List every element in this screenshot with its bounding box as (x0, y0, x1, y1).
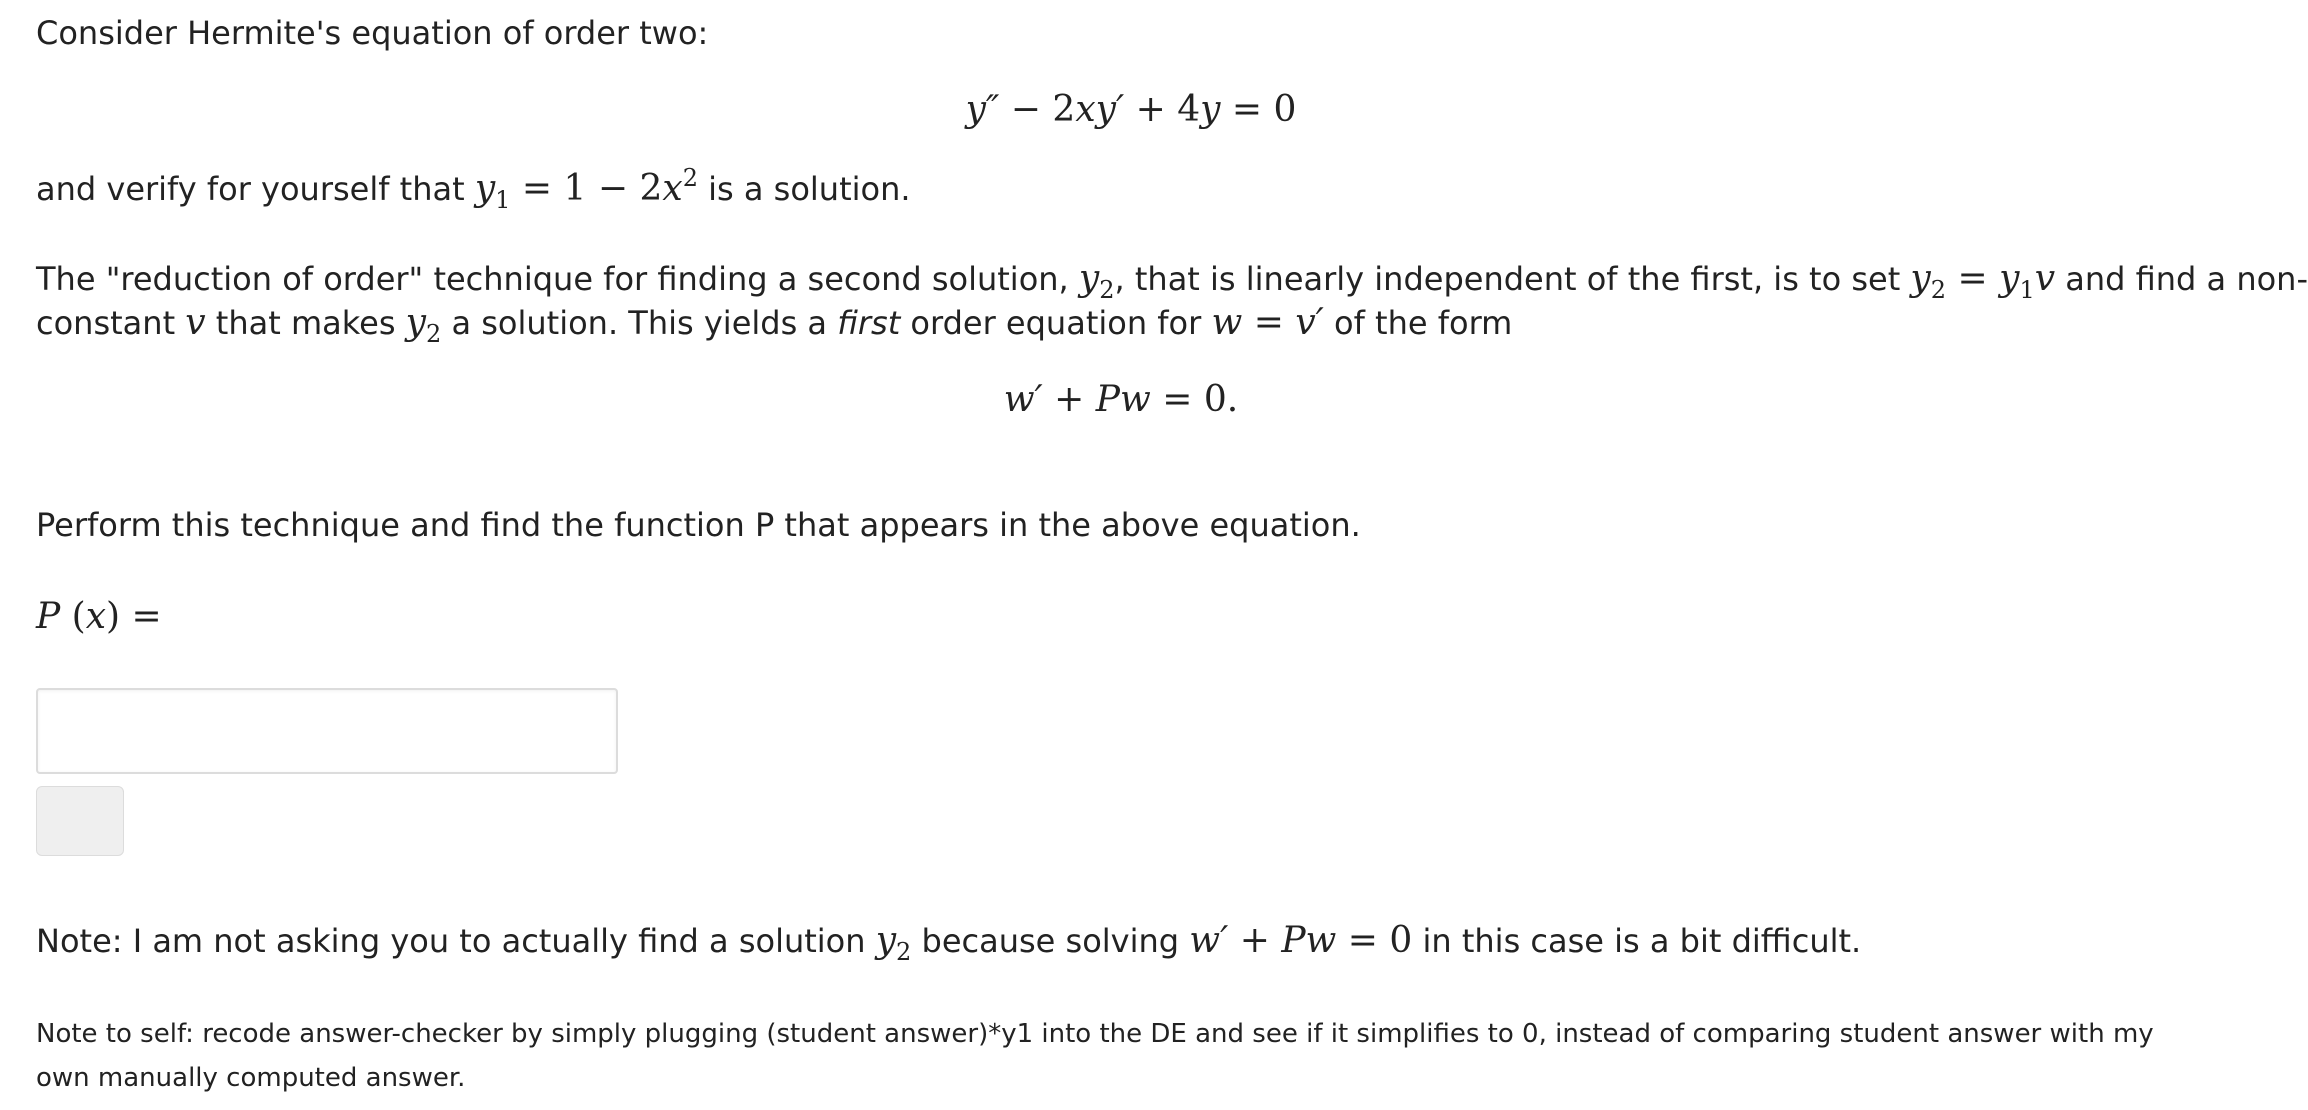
note-to-self: Note to self: recode answer-checker by simply plugging (student answer)*y1 into the DE and see if it simplifies to 0, instead of comparing student answer with my own manually computed answer. (36, 1019, 2154, 1093)
w-equation: w′ + Pw = 0. (1003, 379, 1239, 420)
note-text: Note: I am not asking you to actually find a solution $y_2$ because solving w′ + Pw = 0 in this case is a bit difficult. (36, 920, 1862, 966)
hermite-equation: y″ − 2xy′ + 4y = 0 (965, 89, 1297, 130)
reduction-text-line2: constant v that makes $y_2$ a solution. This yields a first order equation for w = v′ of the form (36, 302, 1513, 348)
intro-text: Consider Hermite's equation of order two: (36, 14, 709, 52)
reduction-text-line1: The "reduction of order" technique for finding a second solution, $y_2$, that is linearly independent of the first, is to set $y_2 = y_1v$ and find a non- (36, 258, 2308, 304)
answer-input[interactable] (36, 688, 618, 774)
instruction-text: Perform this technique and find the function P that appears in the above equation. (36, 506, 1361, 544)
verify-text: and verify for yourself that $y_1 = 1 - 2x^2$ is a solution. (36, 164, 911, 214)
submit-button[interactable] (36, 786, 124, 856)
answer-label: P (x) = (36, 596, 162, 637)
